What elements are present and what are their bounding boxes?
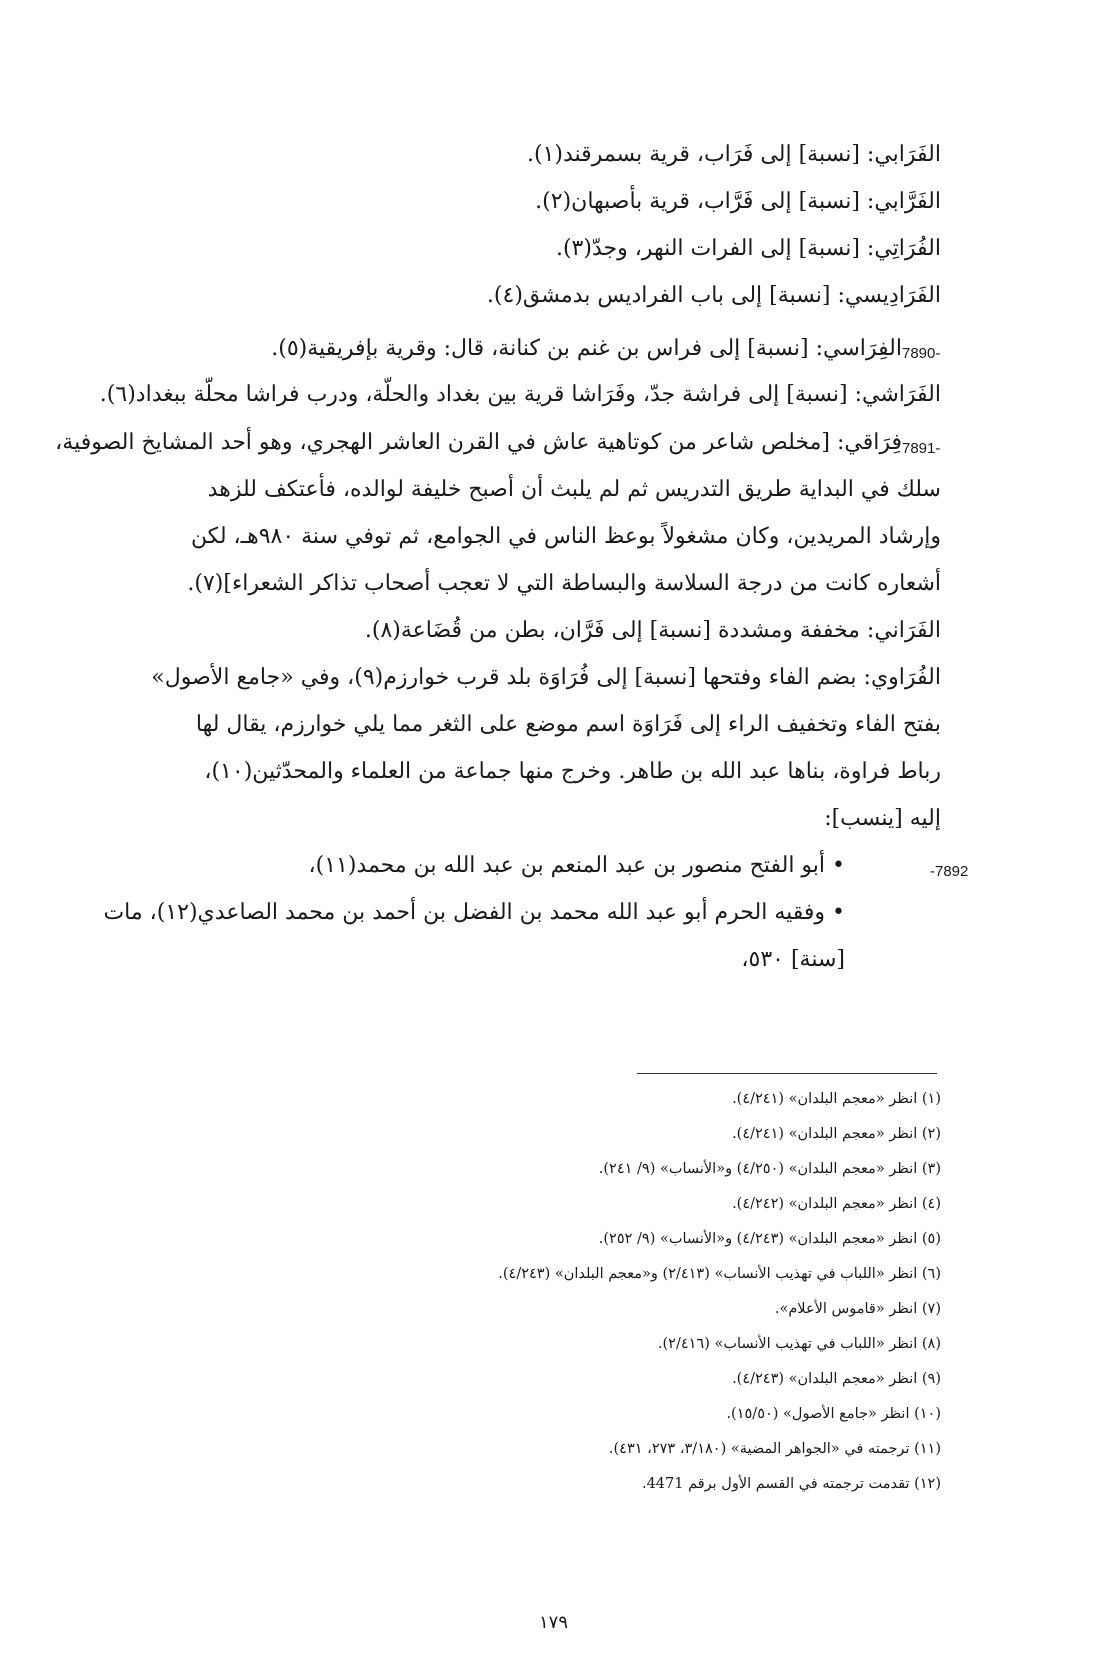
entry-farawi-line-3: رباط فراوة، بناها عبد الله بن طاهر. وخرج منها جماعة من العلماء والمحدّثين(١٠)، xyxy=(204,759,941,784)
entry-firaqi-line-1: فِرَاقي: [مخلص شاعر من كوتاهية عاش في القرن العاشر الهجري، وهو أحد المشايخ الصوفية، xyxy=(55,430,902,455)
entry-farashi: الفَرَاشي: [نسبة] إلى فراشة جدّ، وفَرَاشا قرية بين بغداد والحلّة، ودرب فراشا محلّة ببغداد(٦). xyxy=(99,382,941,407)
page-number: ١٧٩ xyxy=(538,1612,568,1633)
entry-saidi-line-1: • وفقيه الحرم أبو عبد الله محمد بن الفضل بن أحمد بن محمد الصاعدي(١٢)، مات xyxy=(103,900,845,925)
entry-number-7890: 7890- xyxy=(902,345,941,362)
entry-farani: الفَرَاني: مخففة ومشددة [نسبة] إلى فَرَّان، بطن من قُضَاعة(٨). xyxy=(364,618,941,643)
entry-farrabi: الفَرَّابي: [نسبة] إلى فَرَّاب، قرية بأصبهان(٢). xyxy=(535,189,941,214)
footnote-2: (٢) انظر «معجم البلدان» (٤/٢٤١). xyxy=(732,1126,941,1142)
footnote-6: (٦) انظر «اللباب في تهذيب الأنساب» (٢/٤١٣) و«معجم البلدان» (٤/٢٤٣). xyxy=(498,1266,941,1282)
entry-firaqi-line-3: وإرشاد المريدين، وكان مشغولاً بوعظ الناس في الجوامع، ثم توفي سنة ٩٨٠هـ، لكن xyxy=(190,524,941,549)
entry-farawi-line-1: الفُرَاوي: بضم الفاء وفتحها [نسبة] إلى فُرَاوَة بلد قرب خوارزم(٩)، وفي «جامع الأصول» xyxy=(151,665,941,690)
entry-farawi-line-4: إليه [ينسب]: xyxy=(824,806,941,831)
entry-firasi: الفِرَاسي: [نسبة] إلى فراس بن غنم بن كنانة، قال: وقرية بإفريقية(٥). xyxy=(271,336,902,361)
footnote-divider xyxy=(637,1073,937,1074)
footnote-1: (١) انظر «معجم البلدان» (٤/٢٤١). xyxy=(732,1091,941,1107)
entry-number-7892: -7892 xyxy=(930,863,969,880)
entry-firaqi-line-2: سلك في البداية طريق التدريس ثم لم يلبث أن أصبح خليفة لوالده، فأعتكف للزهد xyxy=(207,477,941,502)
entry-furati: الفُرَاتِي: [نسبة] إلى الفرات النهر، وجدّ(٣). xyxy=(555,236,941,261)
footnote-7: (٧) انظر «قاموس الأعلام». xyxy=(774,1301,941,1317)
entry-saidi-line-2: [سنة] ٥٣٠، xyxy=(741,947,845,972)
footnote-10: (١٠) انظر «جامع الأصول» (١٥/٥٠). xyxy=(726,1406,941,1422)
footnote-4: (٤) انظر «معجم البلدان» (٤/٢٤٢). xyxy=(732,1196,941,1212)
entry-farabi-1: الفَرَابي: [نسبة] إلى فَرَاب، قرية بسمرقند(١). xyxy=(527,142,941,167)
entry-firaqi-line-4: أشعاره كانت من درجة السلاسة والبساطة التي لا تعجب أصحاب تذاكر الشعراء](٧). xyxy=(187,571,941,596)
footnote-8: (٨) انظر «اللباب في تهذيب الأنساب» (٢/٤١٦). xyxy=(657,1336,941,1352)
entry-number-7891: 7891- xyxy=(902,440,941,457)
footnote-9: (٩) انظر «معجم البلدان» (٤/٢٤٣). xyxy=(732,1371,941,1387)
footnote-3: (٣) انظر «معجم البلدان» (٤/٢٥٠) و«الأنساب» (٩/ ٢٤١). xyxy=(598,1161,941,1177)
footnote-11: (١١) ترجمته في «الجواهر المضية» (٣/١٨٠، ٢٧٣، ٤٣١). xyxy=(608,1441,941,1457)
entry-farawi-line-2: بفتح الفاء وتخفيف الراء إلى فَرَاوَة اسم موضع على الثغر مما يلي خوارزم، يقال لها xyxy=(195,712,941,737)
entry-faradisi: الفَرَادِيسي: [نسبة] إلى باب الفراديس بدمشق(٤). xyxy=(486,283,941,308)
entry-abu-al-fath: • أبو الفتح منصور بن عبد المنعم بن عبد الله بن محمد(١١)، xyxy=(308,853,845,878)
footnote-5: (٥) انظر «معجم البلدان» (٤/٢٤٣) و«الأنساب» (٩/ ٢٥٢). xyxy=(598,1231,941,1247)
footnote-12: (١٢) تقدمت ترجمته في القسم الأول برقم 4471. xyxy=(641,1476,941,1492)
